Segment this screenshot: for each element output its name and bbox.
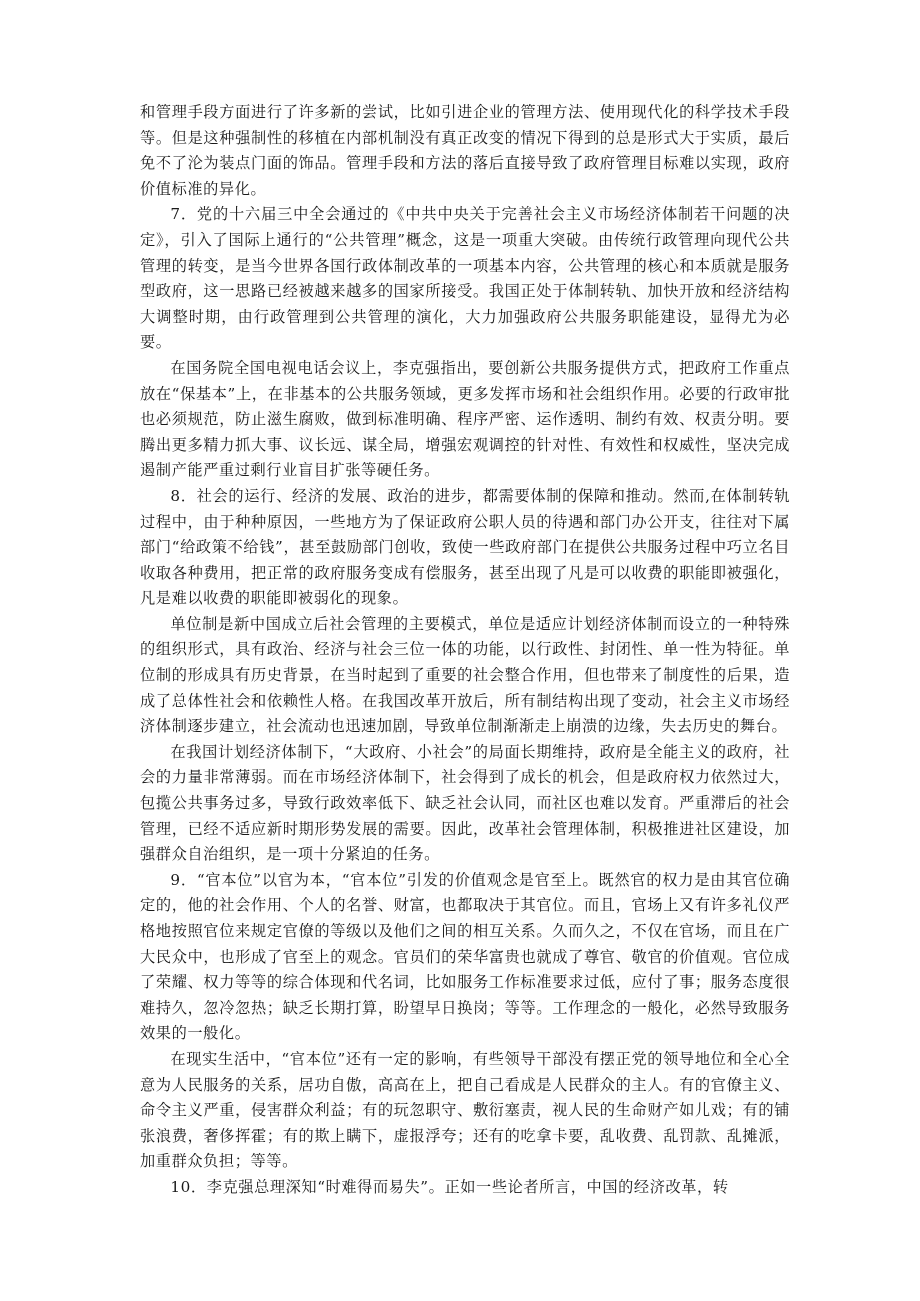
paragraph-planned-economy: 在我国计划经济体制下，“大政府、小社会”的局面长期维持，政府是全能主义的政府，社会的力量非常薄弱。而在市场经济体制下，社会得到了成长的机会，但是政府权力依然过大，包揽公共事务过多，导致行政效率低下、缺乏社会认同，而社区也难以发育。严重滞后的社会管理，已经不适应新时期形势发展的需要。因此，改革社会管理体制，积极推进社区建设，加强群众自治组织，是一项十分紧迫的任务。 [140, 742, 790, 864]
paragraph-continuation: 和管理手段方面进行了许多新的尝试，比如引进企业的管理方法、使用现代化的科学技术手段等。但是这种强制性的移植在内部机制没有真正改变的情况下得到的总是形式大于实质，最后免不了沦为装点门面的饰品。管理手段和方法的落后直接导致了政府管理目标难以实现，政府价值标准的异化。 [140, 103, 790, 198]
paragraph-item-7: 7．党的十六届三中全会通过的《中共中央关于完善社会主义市场经济体制若干问题的决定》，引入了国际上通行的“公共管理”概念，这是一项重大突破。由传统行政管理向现代公共管理的转变，是当今世界各国行政体制改革的一项基本内容，公共管理的核心和本质就是服务型政府，这一思路已经被越来越多的国家所接受。我国正处于体制转轨、加快开放和经济结构大调整时期，由行政管理到公共管理的演化，大力加强政府公共服务职能建设，显得尤为必要。 [140, 205, 790, 352]
paragraph-item-8: 8．社会的运行、经济的发展、政治的进步，都需要体制的保障和推动。然而,在体制转轨过程中，由于种种原因，一些地方为了保证政府公职人员的待遇和部门办公开支，往往对下属部门“给政策不给钱”，甚至鼓励部门创收，致使一些政府部门在提供公共服务过程中巧立名目收取各种费用，把正常的政府服务变成有偿服务，甚至出现了凡是可以收费的职能即被强化，凡是难以收费的职能即被弱化的现象。 [140, 486, 790, 608]
paragraph-item-10: 10．李克强总理深知“时难得而易失”。正如一些论者所言，中国的经济改革，转 [170, 1177, 729, 1196]
paragraph-item-9: 9．“官本位”以官为本，“官本位”引发的价值观念是官至上。既然官的权力是由其官位确定的，他的社会作用、个人的名誉、财富，也都取决于其官位。而且，官场上又有许多礼仪严格地按照官位来规定官僚的等级以及他们之间的相互关系。久而久之，不仅在官场，而且在广大民众中，也形成了官至上的观念。官员们的荣华富贵也就成了尊官、敬官的价值观。官位成了荣耀、权力等等的综合体现和代名词，比如服务工作标准要求过低，应付了事；服务态度很难持久，忽冷忽热；缺乏长期打算，盼望早日换岗；等等。工作理念的一般化，必然导致服务效果的一般化。 [140, 870, 790, 1043]
paragraph-unit-system: 单位制是新中国成立后社会管理的主要模式，单位是适应计划经济体制而设立的一种特殊的组织形式，具有政治、经济与社会三位一体的功能，以行政性、封闭性、单一性为特征。单位制的形成具有历史背景，在当时起到了重要的社会整合作用，但也带来了制度性的后果，造成了总体性社会和依赖性人格。在我国改革开放后，所有制结构出现了变动，社会主义市场经济体制逐步建立，社会流动也迅速加剧，导致单位制渐渐走上崩溃的边缘，失去历史的舞台。 [140, 614, 790, 736]
paragraph-real-life: 在现实生活中，“官本位”还有一定的影响，有些领导干部没有摆正党的领导地位和全心全意为人民服务的关系，居功自傲，高高在上，把自己看成是人民群众的主人。有的官僚主义、命令主义严重，侵害群众利益；有的玩忽职守、敷衍塞责，视人民的生命财产如儿戏；有的铺张浪费，奢侈挥霍；有的欺上瞒下，虚报浮夸；还有的吃拿卡要，乱收费、乱罚款、乱摊派，加重群众负担；等等。 [140, 1049, 790, 1171]
paragraph-state-council: 在国务院全国电视电话会议上，李克强指出，要创新公共服务提供方式，把政府工作重点放在“保基本”上，在非基本的公共服务领域，更多发挥市场和社会组织作用。必要的行政审批也必须规范，防止滋生腐败，做到标准明确、程序严密、运作透明、制约有效、权责分明。要腾出更多精力抓大事、议长远、谋全局，增强宏观调控的针对性、有效性和权威性，坚决完成遏制产能严重过剩行业盲目扩张等硬任务。 [140, 358, 790, 480]
document-body [140, 100, 790, 1201]
